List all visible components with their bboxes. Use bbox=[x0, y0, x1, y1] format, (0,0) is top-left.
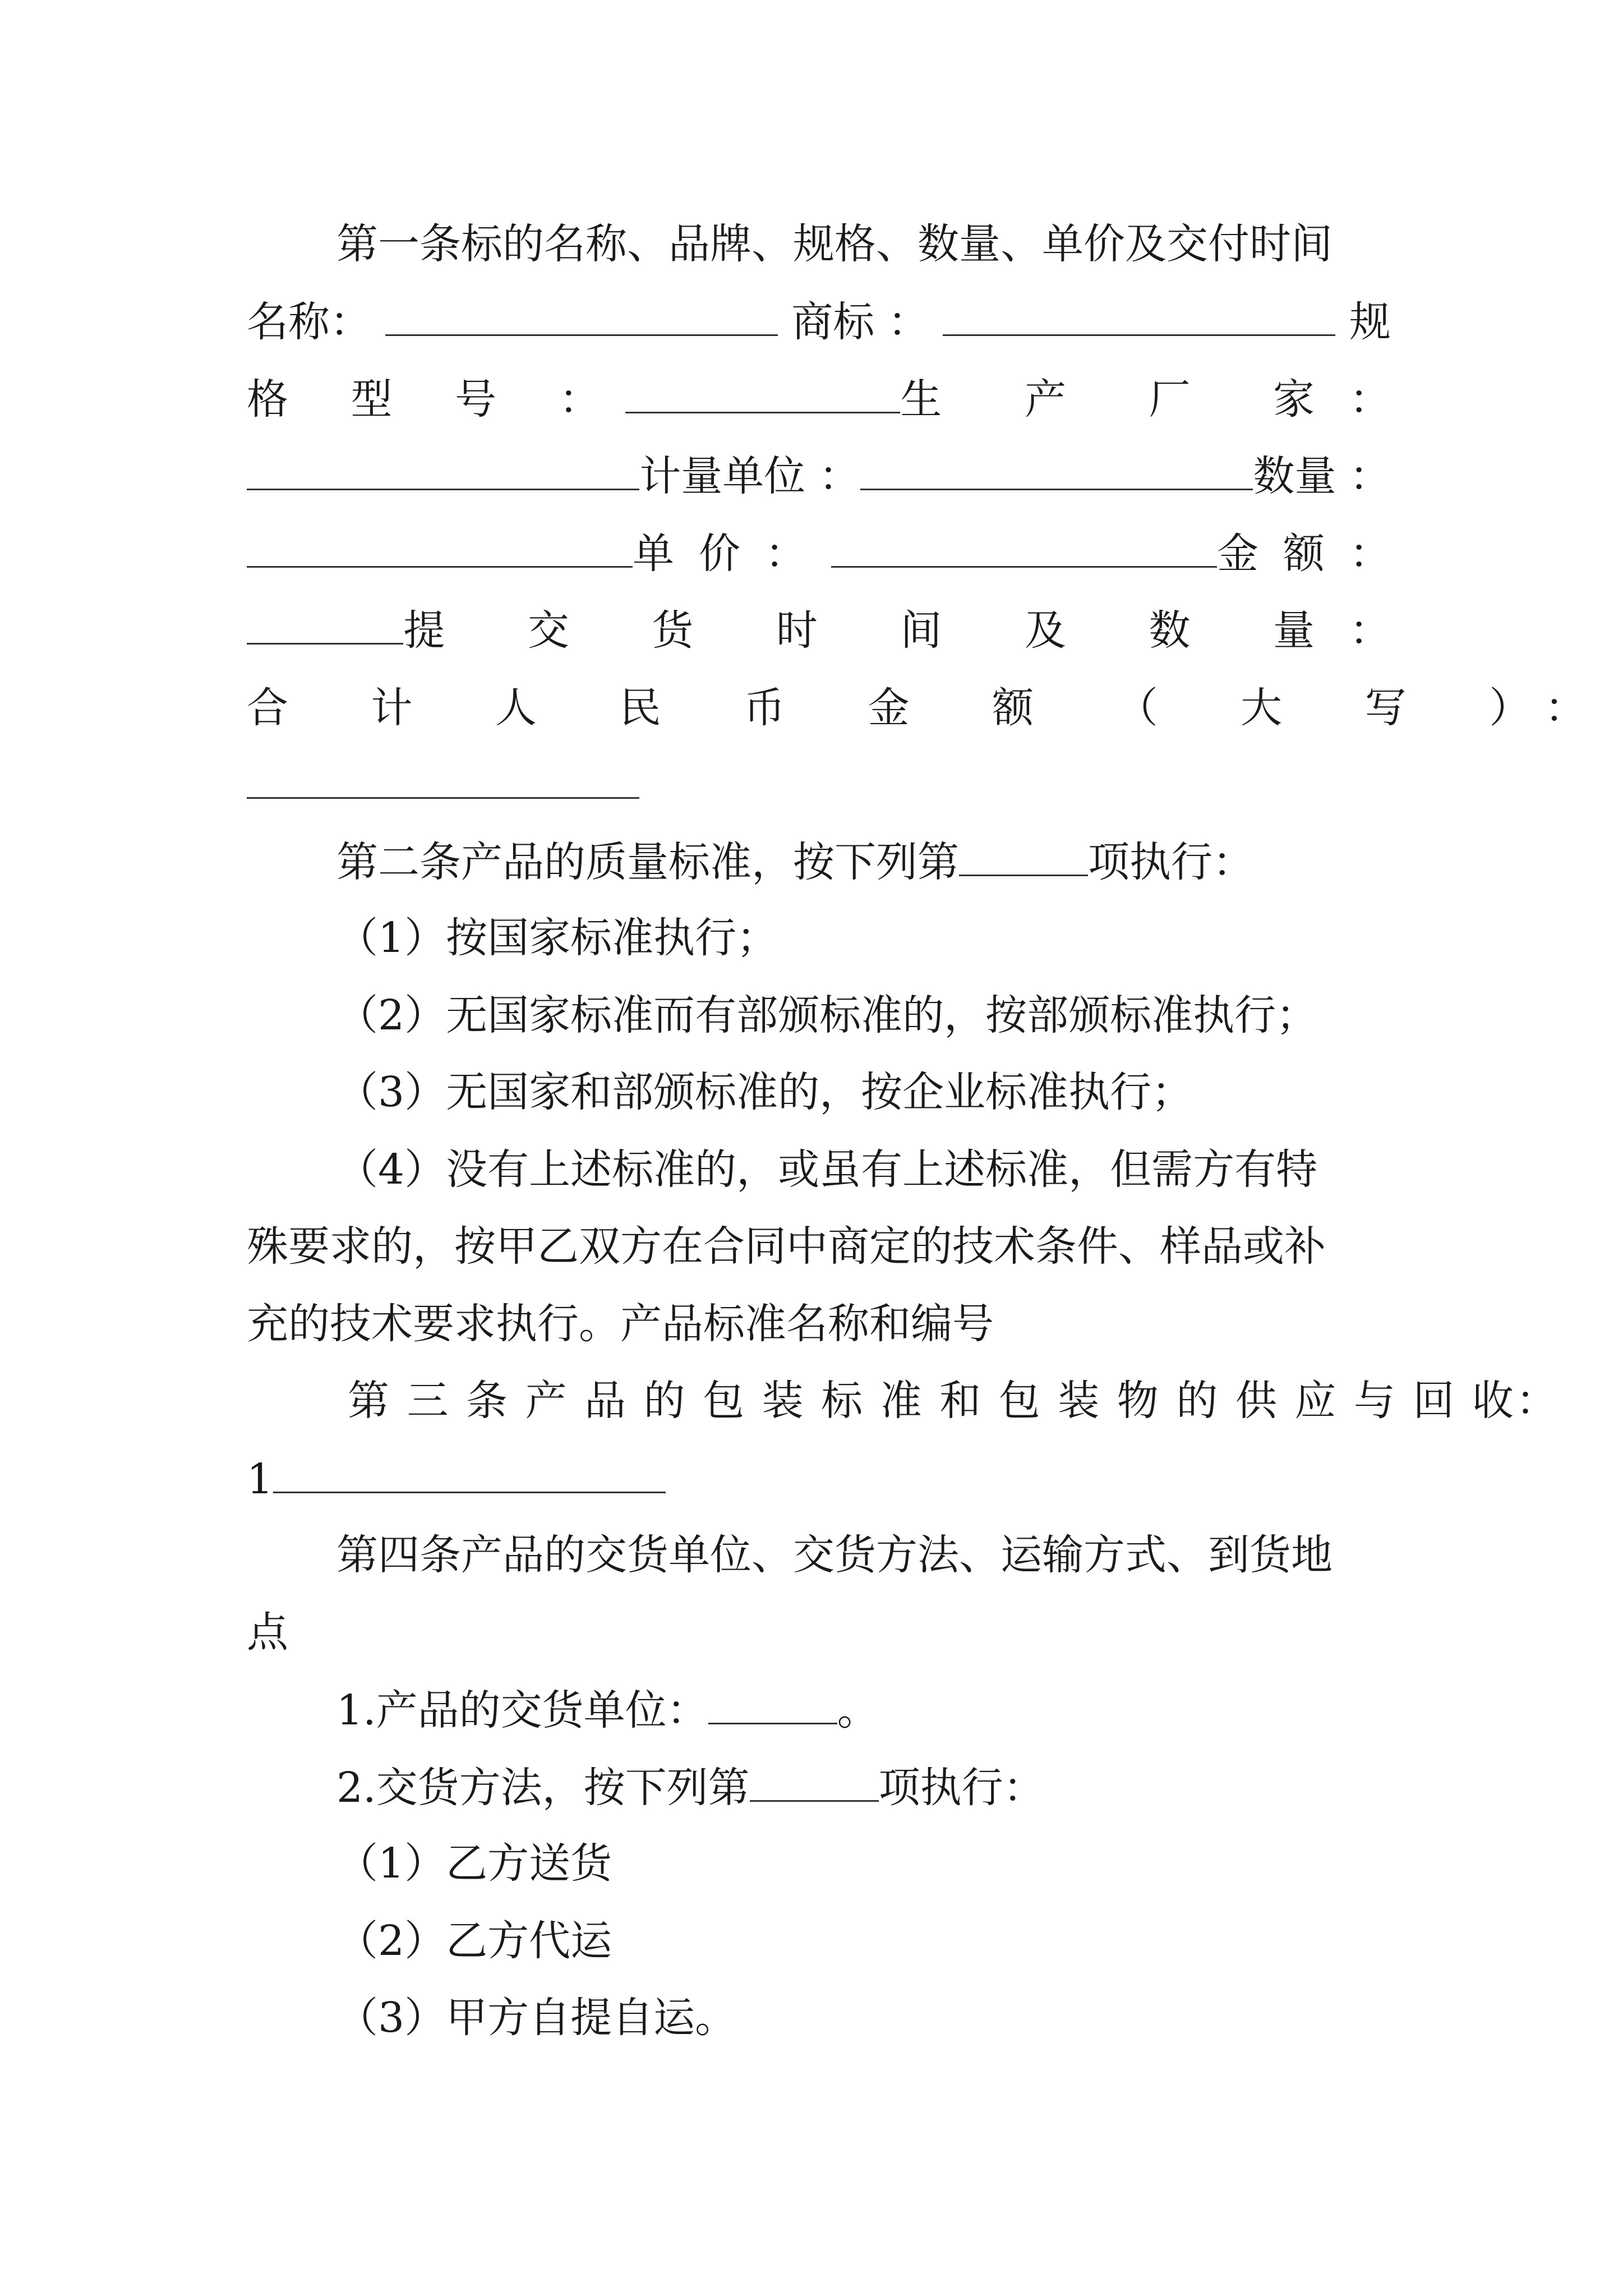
spec-label-part2: 格 型 号 ： bbox=[247, 375, 625, 424]
article-4-option-2: （2）乙方代运 bbox=[336, 1917, 612, 1965]
unit-blank[interactable] bbox=[860, 447, 1253, 490]
article-2-item-4-line-3: 充的技术要求执行。产品标准名称和编号 bbox=[247, 1300, 994, 1348]
article-2-item-1: （1）按国家标准执行； bbox=[336, 914, 778, 962]
delivery-label: 提 交 货 时 间 及 数 量 bbox=[403, 606, 1349, 655]
article-1-line-spec bbox=[247, 370, 1391, 426]
article-4-option-3: （3）甲方自提自运。 bbox=[336, 1994, 737, 2042]
delivery-colon: ： bbox=[1349, 606, 1391, 655]
article-2-item-4-line-1: （4）没有上述标准的，或虽有上述标准，但需方有特 bbox=[336, 1145, 1318, 1194]
delivery-unit-blank[interactable] bbox=[708, 1681, 837, 1724]
packaging-blank[interactable] bbox=[273, 1450, 666, 1493]
article-4-item-1: 1.产品的交货单位： 。 bbox=[247, 1681, 1481, 1737]
maker-colon: ： bbox=[1349, 375, 1391, 424]
unit-label: 计量单位 ： bbox=[639, 452, 860, 500]
price-blank[interactable] bbox=[831, 524, 1217, 568]
maker-blank[interactable] bbox=[247, 447, 639, 490]
maker-label: 生 产 厂 家 bbox=[900, 375, 1349, 424]
article-2-item-2: （2）无国家标准而有部颁标准的，按部颁标准执行； bbox=[336, 991, 1318, 1039]
article-1-title: 第一条标的名称、品牌、规格、数量、单价及交付时间 bbox=[336, 220, 1332, 268]
article-3-title: 第 三 条 产 品 的 包 装 标 准 和 包 装 物 的 供 应 与 回 收： bbox=[348, 1377, 1560, 1425]
qty-blank[interactable] bbox=[247, 524, 633, 568]
article-1-line-unit bbox=[247, 447, 1391, 503]
article-1-line-total-blank bbox=[247, 756, 1391, 812]
article-3-item-1: 1 bbox=[247, 1450, 1391, 1506]
article-4-item-2: 2.交货方法，按下列第 项执行： bbox=[247, 1759, 1481, 1815]
delivery-method-blank[interactable] bbox=[750, 1759, 879, 1802]
brand-blank[interactable] bbox=[943, 293, 1335, 336]
article-1-line-total bbox=[247, 679, 1621, 735]
amount-blank[interactable] bbox=[247, 601, 403, 645]
article-2-item-3: （3）无国家和部颁标准的，按企业标准执行； bbox=[336, 1068, 1193, 1116]
amount-colon: ： bbox=[1349, 530, 1391, 578]
amount-label: 金额 bbox=[1217, 530, 1349, 578]
article-1-line-delivery bbox=[247, 601, 1391, 657]
name-blank[interactable] bbox=[385, 293, 778, 336]
spec-blank[interactable] bbox=[625, 370, 901, 413]
article-1-line-price bbox=[247, 524, 1391, 581]
name-label: 名称： bbox=[247, 298, 371, 346]
price-label: 单价： bbox=[633, 530, 831, 578]
article-2-title: 第二条产品的质量标准，按下列第 项执行： bbox=[247, 833, 1481, 889]
spec-label-part1: 规 bbox=[1349, 298, 1391, 346]
article-1-line-name bbox=[247, 293, 1391, 349]
brand-label: 商标 ： bbox=[791, 298, 929, 346]
total-label: 合 计 人 民 币 金 额 （ 大 写 ）： bbox=[247, 684, 1621, 732]
article-4-title-line-2: 点 bbox=[247, 1608, 288, 1657]
article-2-item-4-line-2: 殊要求的，按甲乙双方在合同中商定的技术条件、样品或补 bbox=[247, 1222, 1326, 1271]
article-4-option-1: （1）乙方送货 bbox=[336, 1839, 612, 1888]
qty-label: 数量 ： bbox=[1253, 452, 1391, 500]
article-4-title-line-1: 第四条产品的交货单位、交货方法、运输方式、到货地 bbox=[336, 1531, 1332, 1579]
total-blank[interactable] bbox=[247, 756, 639, 799]
quality-option-blank[interactable] bbox=[959, 833, 1088, 876]
